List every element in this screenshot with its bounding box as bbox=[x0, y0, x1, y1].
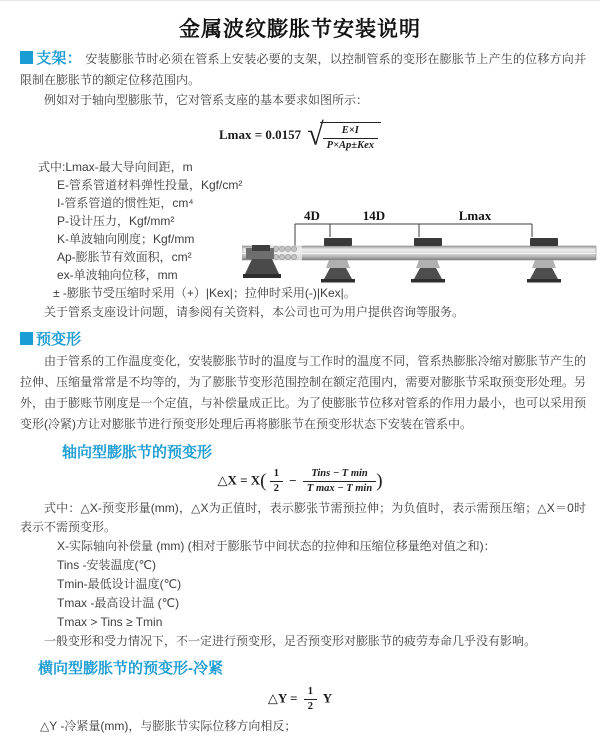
lateral-formula bbox=[0, 686, 600, 713]
support-intro-text: 安装膨胀节时必须在管系上安装必要的支架，以控制管系的变形在膨胀节上产生的位移方向并限制在膨胀节的额定位移范围内。 bbox=[20, 52, 586, 87]
minus-operator: − bbox=[289, 472, 297, 488]
axial-note-line: 一般变形和受力情况下，不一定进行预变形，足否预变形对膨胀节的疲劳寿命几乎没有影响。 bbox=[44, 634, 537, 649]
support-intro-paragraph bbox=[20, 49, 586, 90]
lmax-formula bbox=[0, 119, 600, 152]
definition-line: Ap-膨胀节有效面积，cm² bbox=[57, 249, 192, 264]
predeform-section-title bbox=[20, 330, 586, 349]
predeform-section-heading: 预变形 bbox=[36, 331, 82, 349]
axial-note-line: X-实际轴向补偿量 (mm) (相对于膨胀节中间状态的拉伸和压缩位移量绝对值之和)： bbox=[57, 539, 496, 554]
lmax-formula-inner bbox=[219, 119, 381, 152]
predeform-body-text: 由于管系的工作温度变化，安装膨胀节时的温度与工作时的温度不同，管系热膨胀冷缩对膨胀节产生的拉伸、压缩量常常是不均等的，为了膨胀节变形范围控制在额定范围内，需要对膨胀节采取预变形处理。另外，由于膨账节刚度是一个定值，与补偿量成正比。为了使膨胀节位移对管系的作用力最小，也可以采用预变形(冷紧)方让对膨胀节进行预变形处理后再将膨胀节在预变形状态下安装在管系中。 bbox=[20, 354, 586, 432]
axial-note-line: 式中：△X-预变形量(mm)，△X为正值时，表示膨张节需预拉伸；为负值时，表示需预压缩；△X＝0时表示不需预变形。 bbox=[20, 501, 586, 535]
definition-line: P-设计压力，Kgf/mm² bbox=[57, 213, 175, 228]
dim-label-lmax: Lmax bbox=[458, 209, 492, 223]
lmax-formula-lhs: Lmax = 0.0157 bbox=[219, 127, 302, 143]
temp-numerator: Tins − T min bbox=[303, 468, 376, 482]
axial-note-line: Tmax > Tins ≥ Tmin bbox=[57, 615, 163, 630]
half-denominator: 2 bbox=[273, 483, 279, 495]
pipe-diagram-svg bbox=[242, 209, 598, 304]
lateral-half-numerator: 1 bbox=[304, 686, 317, 700]
definition-line: ex-单波轴向位移，mm bbox=[57, 267, 178, 282]
definition-line: K-单波轴向刚度；Kgf/mm bbox=[57, 231, 195, 246]
half-numerator: 1 bbox=[270, 468, 283, 482]
support-consult-text: 关于管系支座设计问题，请参阅有关资料，本公司也可为用户提供咨询等服务。 bbox=[44, 304, 465, 319]
axial-note-line: Tmin-最低设计温度(℃) bbox=[57, 577, 182, 592]
bellows-icon bbox=[270, 246, 302, 261]
definition-line: 式中:Lmax-最大导向间距，m bbox=[38, 159, 193, 174]
lateral-half-denominator: 2 bbox=[307, 701, 313, 713]
axial-formula-lhs: △X = X bbox=[217, 472, 261, 488]
lateral-subsection-heading: 横向型膨胀节的预变形-冷紧 bbox=[38, 660, 223, 678]
close-paren: ) bbox=[376, 470, 383, 492]
axial-subsection-heading: 轴向型膨胀节的预变形 bbox=[62, 444, 213, 462]
section-marker-square bbox=[20, 332, 33, 345]
lmax-formula-numerator: E×I bbox=[323, 125, 378, 139]
lateral-formula-fraction bbox=[304, 686, 317, 713]
sqrt-radical-icon: √ bbox=[307, 117, 324, 152]
lmax-formula-denominator: P×Ap±Kex bbox=[326, 139, 374, 151]
support-example-text: 例如对于轴向型膨胀节，它对管系支座的基本要求如图所示： bbox=[44, 93, 369, 107]
open-paren: ( bbox=[260, 470, 267, 492]
definition-line: I-管系管道的惯性矩，cm⁴ bbox=[57, 195, 194, 210]
support-section-heading: 支架： bbox=[36, 50, 82, 67]
lmax-formula-fraction bbox=[323, 125, 378, 152]
pipe-support-diagram bbox=[242, 209, 598, 304]
lateral-formula-rhs: Y bbox=[322, 690, 333, 706]
dim-label-4d: 4D bbox=[304, 209, 320, 223]
axial-note-line: Tins -安装温度(℃) bbox=[57, 558, 157, 573]
lateral-formula-lhs: △Y = bbox=[267, 690, 298, 706]
axial-note-line: Tmax -最高设计温 (℃) bbox=[57, 596, 180, 611]
axial-formula bbox=[0, 468, 600, 495]
lateral-note-text: △Y -冷紧量(mm)，与膨胀节实际位移方向相反； bbox=[40, 719, 297, 734]
definition-line: E-管系管道材料弹性投量，Kgf/cm² bbox=[57, 177, 243, 192]
definition-line-plusminus: ± -膨胀节受压缩时采用（+）|Kex|；拉伸时采用(-)|Kex|。 bbox=[53, 285, 356, 300]
lmax-formula-radicand bbox=[320, 122, 381, 152]
dim-label-14d: 14D bbox=[362, 209, 386, 223]
section-marker-square bbox=[20, 51, 33, 64]
page-title: 金属波纹膨胀节安装说明 bbox=[179, 18, 421, 41]
axial-formula-temp-fraction bbox=[303, 468, 376, 495]
temp-denominator: T max − T min bbox=[306, 483, 373, 495]
document-page bbox=[0, 13, 600, 750]
axial-notes bbox=[0, 499, 600, 651]
axial-formula-half-fraction bbox=[270, 468, 283, 495]
